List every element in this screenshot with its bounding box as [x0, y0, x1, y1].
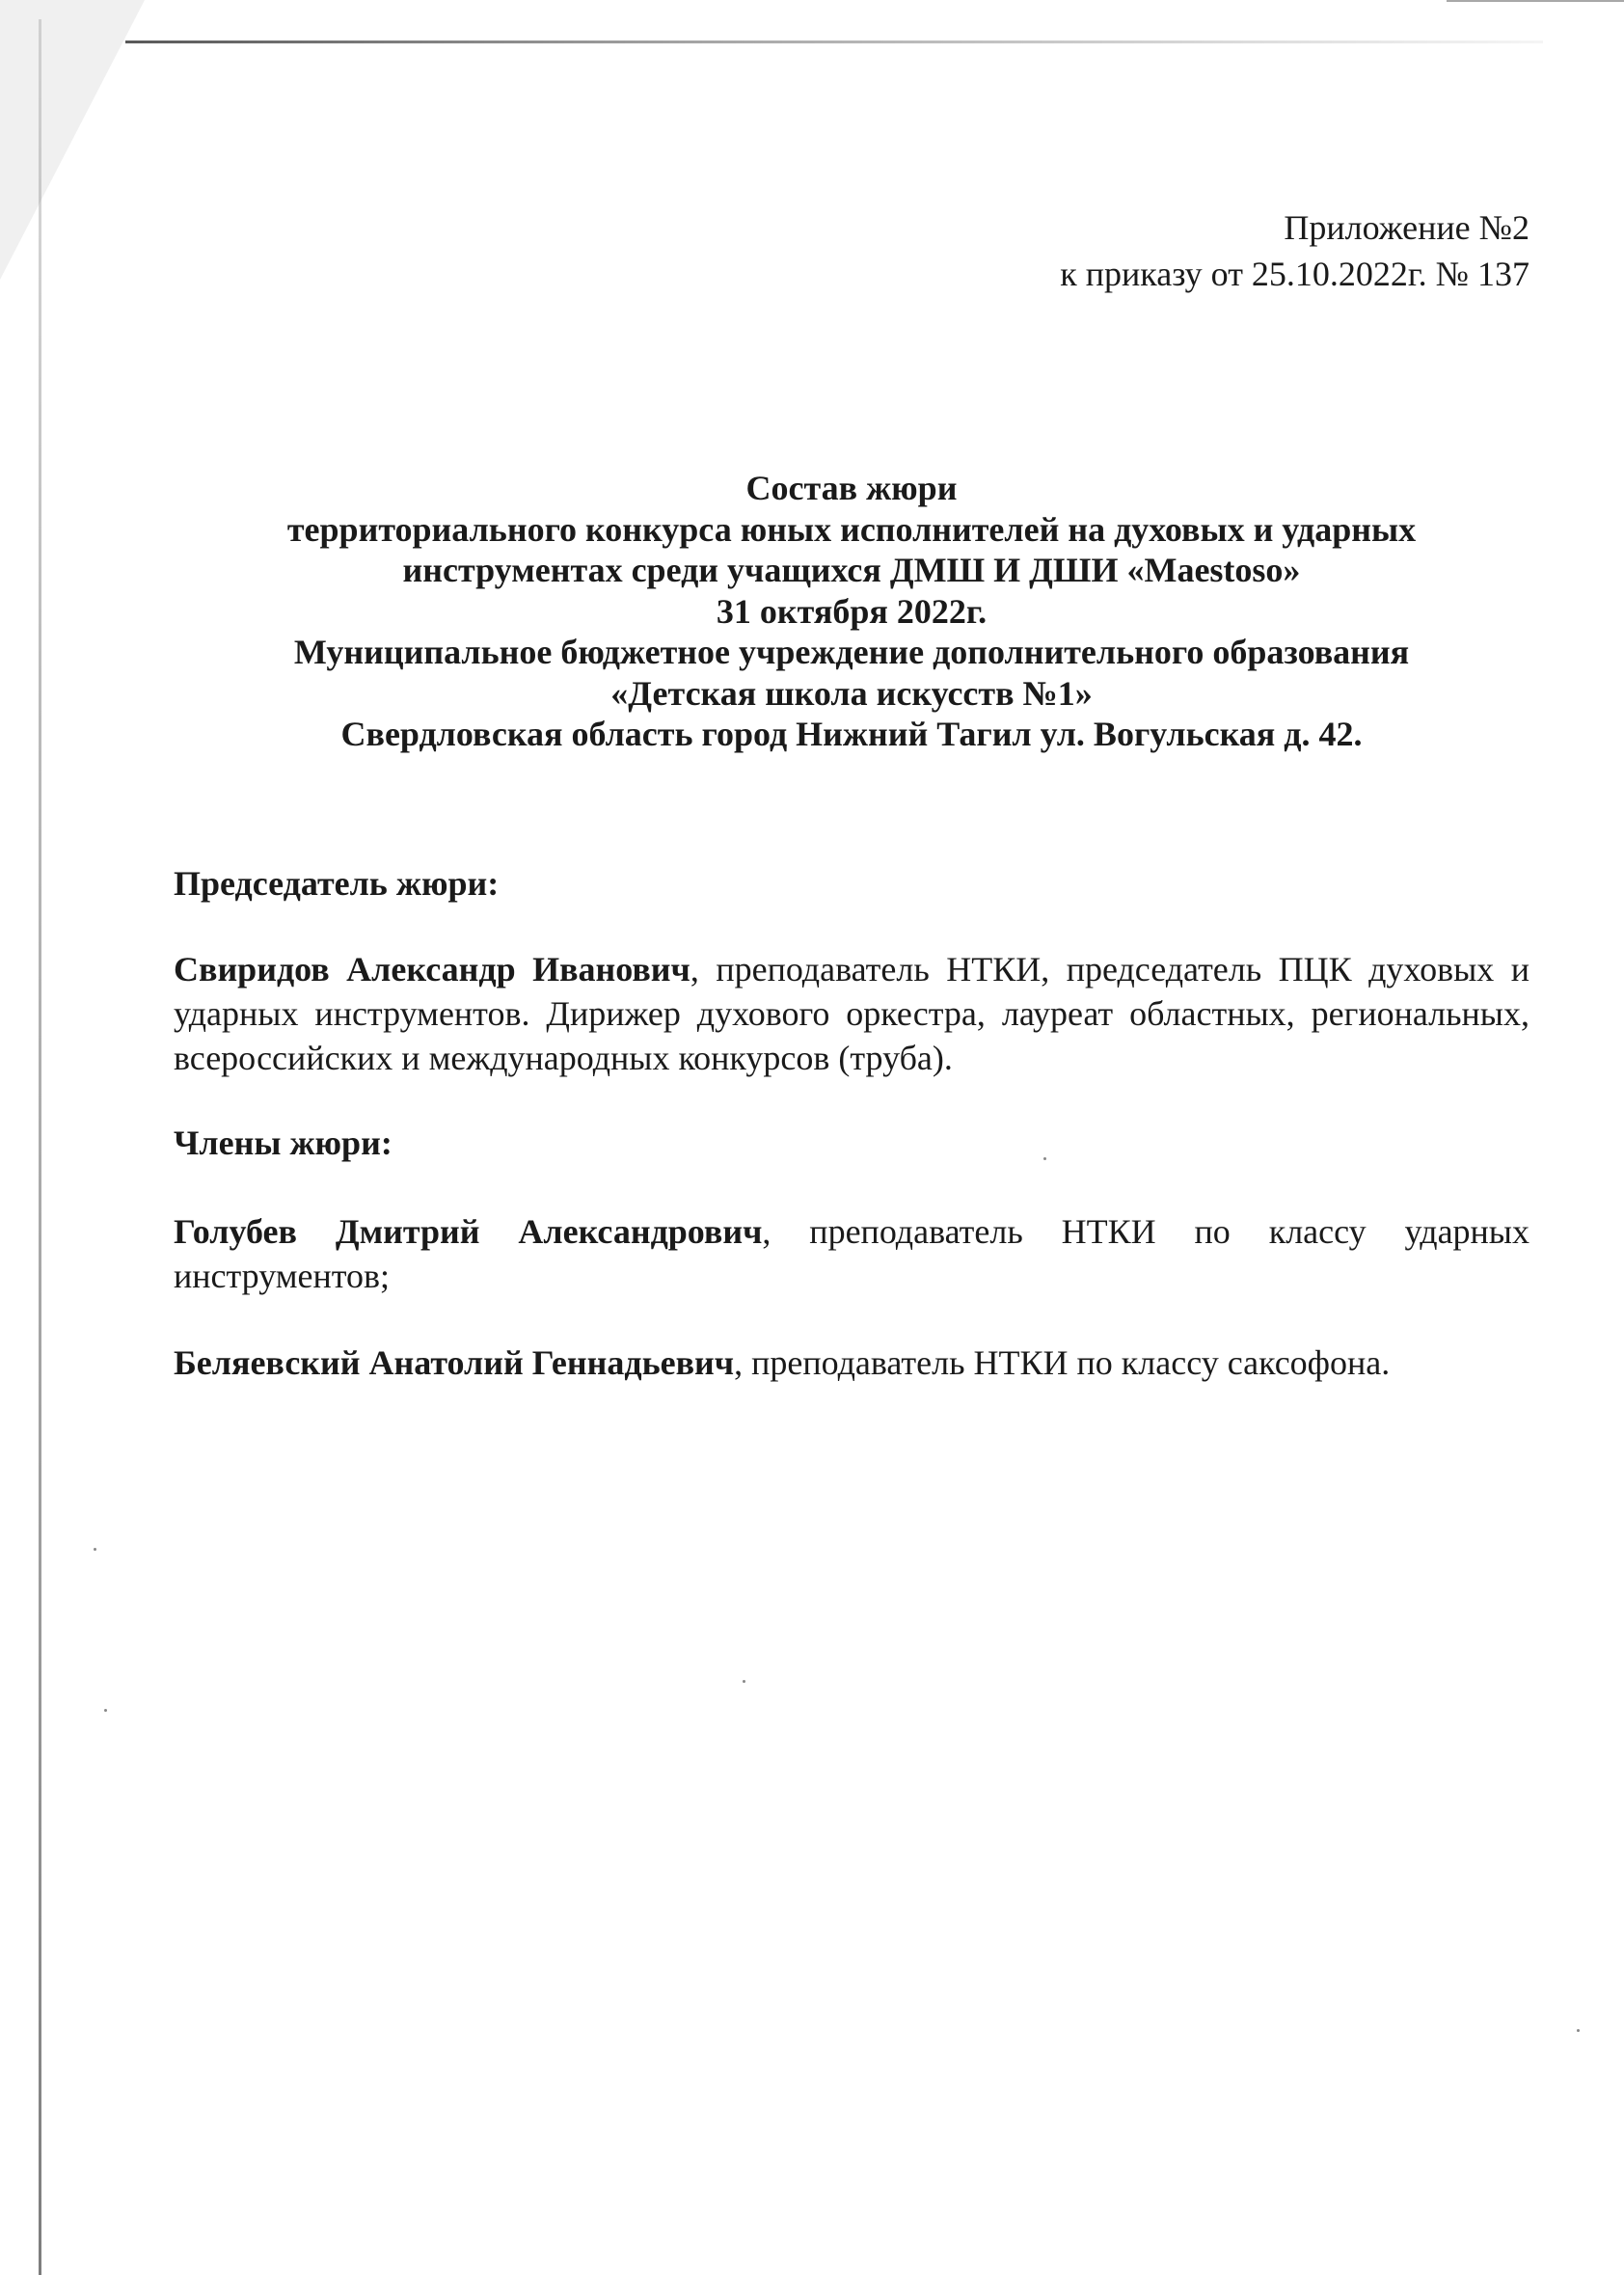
heading-contest-line-2: инструментах среди учащихся ДМШ И ДШИ «Maestoso» — [402, 551, 1301, 589]
member-description: , преподаватель НТКИ по классу ударных инструментов; — [174, 1212, 1529, 1295]
member-description: , преподаватель НТКИ по классу саксофона. — [734, 1343, 1391, 1382]
member-name: Беляевский Анатолий Геннадьевич — [174, 1343, 735, 1382]
scan-edge-top-right — [1447, 0, 1624, 2]
appendix-number: Приложение №2 — [1284, 208, 1529, 247]
chairman-entry — [174, 947, 1529, 1080]
heading-title: Состав жюри — [745, 469, 958, 507]
chairman-name: Свиридов Александр Иванович — [174, 950, 690, 989]
scan-edge-top — [125, 41, 1543, 43]
order-reference: к приказу от 25.10.2022г. № 137 — [1060, 255, 1529, 293]
members-label: Члены жюри: — [174, 1124, 392, 1162]
scan-edge-left — [39, 19, 41, 2275]
scan-speck — [104, 1709, 107, 1712]
appendix-note — [1060, 204, 1529, 297]
heading-school-name: «Детская школа искусств №1» — [610, 673, 1093, 713]
document-heading — [174, 468, 1529, 755]
chairman-label: Председатель жюри: — [174, 864, 500, 903]
member-entry — [174, 1341, 1529, 1385]
heading-institution: Муниципальное бюджетное учреждение дополнительного образования — [293, 633, 1410, 671]
member-name: Голубев Дмитрий Александрович — [174, 1212, 763, 1251]
chairman-description: , преподаватель НТКИ, председатель ПЦК духовых и ударных инструментов. Дирижер духового оркестра, лауреат областных, региональных, всероссийских и международных конкурсов (труба). — [174, 950, 1529, 1077]
heading-address: Свердловская область город Нижний Тагил ул. Вогульская д. 42. — [340, 715, 1363, 753]
scan-speck — [94, 1548, 96, 1551]
heading-contest-line: территориального конкурса юных исполнителей на духовых и ударных — [286, 509, 1417, 549]
scan-speck — [1043, 1157, 1046, 1160]
member-entry — [174, 1209, 1529, 1298]
scan-speck — [743, 1680, 745, 1683]
scan-speck — [1577, 2029, 1580, 2032]
scan-corner-fold — [0, 0, 145, 280]
heading-date: 31 октября 2022г. — [716, 591, 988, 631]
